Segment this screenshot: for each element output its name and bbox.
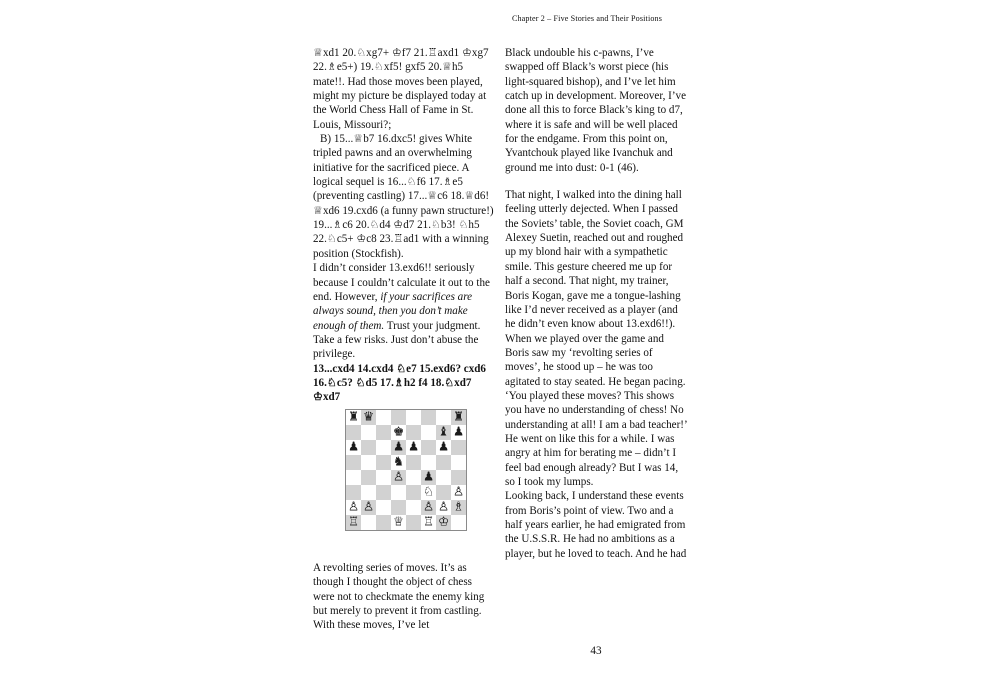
square-h7 (451, 425, 466, 440)
square-d8 (391, 410, 406, 425)
square-f3 (421, 485, 436, 500)
piece-wp-h3: ♙ (452, 485, 465, 499)
piece-bq-b8: ♛ (362, 410, 375, 424)
left-text-column-below-diagram (313, 561, 495, 633)
square-a5 (346, 455, 361, 470)
main-move-line: 13...cxd4 14.cxd4 ♘e7 15.exd6? cxd6 16.♘c5? ♘d5 17.♗h2 f4 18.♘xd7 ♔xd7 (313, 362, 486, 404)
square-h5 (451, 455, 466, 470)
square-h1 (451, 515, 466, 530)
square-f1 (421, 515, 436, 530)
story-paragraph-looking-back: Looking back, I understand these events from Boris’s point of view. Two and a half years earlier, he had emigrated from the U.S.S.R. He had no ambitions as a player, but he loved to teach. And he had (505, 490, 687, 560)
piece-bb-g7: ♝ (437, 425, 450, 439)
square-e7 (406, 425, 421, 440)
square-b2 (361, 500, 376, 515)
square-a6 (346, 440, 361, 455)
piece-bp-d6: ♟ (392, 440, 405, 454)
square-g2 (436, 500, 451, 515)
piece-wp-g2: ♙ (437, 500, 450, 514)
square-f7 (421, 425, 436, 440)
square-b6 (361, 440, 376, 455)
square-d4 (391, 470, 406, 485)
square-c7 (376, 425, 391, 440)
commentary-part-3: Trust your judgment. Take a few risks. Just don’t abuse the privilege. (313, 319, 481, 361)
square-e2 (406, 500, 421, 515)
square-d3 (391, 485, 406, 500)
right-text-column (505, 46, 687, 561)
piece-bn-d5: ♞ (392, 455, 405, 469)
square-a7 (346, 425, 361, 440)
square-e3 (406, 485, 421, 500)
piece-wq-d1: ♕ (392, 515, 405, 529)
piece-bp-g6: ♟ (437, 440, 450, 454)
square-a8 (346, 410, 361, 425)
piece-br-h8: ♜ (452, 410, 465, 424)
square-g7 (436, 425, 451, 440)
piece-wr-f1: ♖ (422, 515, 435, 529)
square-c1 (376, 515, 391, 530)
piece-bp-f4: ♟ (422, 470, 435, 484)
square-h2 (451, 500, 466, 515)
running-head (0, 14, 1000, 23)
piece-bp-h7: ♟ (452, 425, 465, 439)
square-c2 (376, 500, 391, 515)
square-g5 (436, 455, 451, 470)
square-h8 (451, 410, 466, 425)
square-c4 (376, 470, 391, 485)
chess-diagram (345, 409, 467, 531)
left-text-column (313, 46, 495, 405)
piece-wr-a1: ♖ (347, 515, 360, 529)
square-e4 (406, 470, 421, 485)
variation-paragraph-b-text: B) 15...♕b7 16.dxc5! gives White tripled pawns and an overwhelming initiative for the sacrificed piece. A logical sequel is 16...♘f6 17.♗e5 (preventing castling) 17...♕c6 18.♕d6! ♕xd6 19.cxd6 (a funny pawn structure!) 19...♗c6 20.♘d4 ♔d7 21.♘b3! ♘h5 22.♘c5+ ♔c8 23.♖ad1 with a winning position (Stockfish). (313, 133, 494, 260)
square-d5 (391, 455, 406, 470)
square-e6 (406, 440, 421, 455)
piece-bp-e6: ♟ (407, 440, 420, 454)
square-c8 (376, 410, 391, 425)
square-g6 (436, 440, 451, 455)
square-g8 (436, 410, 451, 425)
square-f6 (421, 440, 436, 455)
piece-wp-a2: ♙ (347, 500, 360, 514)
variation-paragraph-b (313, 132, 495, 261)
square-d7 (391, 425, 406, 440)
piece-wk-g1: ♔ (437, 515, 450, 529)
square-b8 (361, 410, 376, 425)
square-b7 (361, 425, 376, 440)
story-paragraph-dining-hall: That night, I walked into the dining hall feeling utterly dejected. When I passed the Soviets’ table, the Soviet coach, GM Alexey Suetin, reached out and roughed up my blond hair with a sympathetic smile. This gesture cheered me up for half a second. That night, my trainer, Boris Kogan, gave me a tongue-lashing like I’d never received as a player (and he didn’t even know about 13.exd6!!). When we played over the game and Boris saw my ‘revolting series of moves’, he stood up – he was too agitated to stay seated. He began pacing. ‘You played these moves? This shows you have no understanding of chess! No understanding at all! I am a bad teacher!’ He went on like this for a while. I was angry at him for berating me – didn’t I feel bad enough already? But I was 14, so I took my lumps. (505, 189, 687, 488)
square-d6 (391, 440, 406, 455)
square-h6 (451, 440, 466, 455)
square-g3 (436, 485, 451, 500)
square-a1 (346, 515, 361, 530)
page-number: 43 (590, 645, 602, 657)
square-f8 (421, 410, 436, 425)
square-a2 (346, 500, 361, 515)
square-e5 (406, 455, 421, 470)
square-b3 (361, 485, 376, 500)
square-b5 (361, 455, 376, 470)
commentary-part-1: I didn’t consider 13.exd6!! seriously because I couldn’t calculate it out to the end. However, (313, 262, 490, 303)
piece-bk-d7: ♚ (392, 425, 405, 439)
square-a4 (346, 470, 361, 485)
analysis-continuation: Black undouble his c-pawns, I’ve swapped off Black’s worst piece (his light-squared bishop), and I’ve let him catch up in development. Moreover, I’ve done all this to force Black’s king to d7, where it is safe and will be well placed for the endgame. From this point on, Yvantchouk played like Ivanchuk and ground me into dust: 0-1 (46). (505, 47, 686, 174)
running-head-text: Chapter 2 – Five Stories and Their Positions (511, 14, 663, 23)
square-d2 (391, 500, 406, 515)
commentary-italic-maxim: if your sacrifices are always sound, then you don’t make enough of them. (313, 290, 473, 332)
square-c5 (376, 455, 391, 470)
square-e8 (406, 410, 421, 425)
square-g1 (436, 515, 451, 530)
square-c6 (376, 440, 391, 455)
square-g4 (436, 470, 451, 485)
square-f4 (421, 470, 436, 485)
piece-br-a8: ♜ (347, 410, 360, 424)
square-h4 (451, 470, 466, 485)
square-f5 (421, 455, 436, 470)
after-diagram-paragraph: A revolting series of moves. It’s as though I thought the object of chess were not to checkmate the enemy king but merely to prevent it from castling. With these moves, I’ve let (313, 562, 485, 632)
square-f2 (421, 500, 436, 515)
piece-wn-f3: ♘ (422, 485, 435, 499)
square-d1 (391, 515, 406, 530)
piece-wp-b2: ♙ (362, 500, 375, 514)
commentary-paragraph (313, 261, 495, 361)
square-b4 (361, 470, 376, 485)
square-h3 (451, 485, 466, 500)
piece-wb-h2: ♗ (452, 500, 465, 514)
piece-wp-d4: ♙ (392, 470, 405, 484)
square-c3 (376, 485, 391, 500)
piece-wp-f2: ♙ (422, 500, 435, 514)
variation-paragraph-a: ♕xd1 20.♘xg7+ ♔f7 21.♖axd1 ♔xg7 22.♗e5+) 19.♘xf5! gxf5 20.♕h5 mate!!. Had those moves been played, might my picture be displayed today at the World Chess Hall of Fame in St. Louis, Missouri?; (313, 47, 489, 131)
chessboard (345, 409, 467, 531)
square-b1 (361, 515, 376, 530)
square-e1 (406, 515, 421, 530)
piece-bp-a6: ♟ (347, 440, 360, 454)
square-a3 (346, 485, 361, 500)
